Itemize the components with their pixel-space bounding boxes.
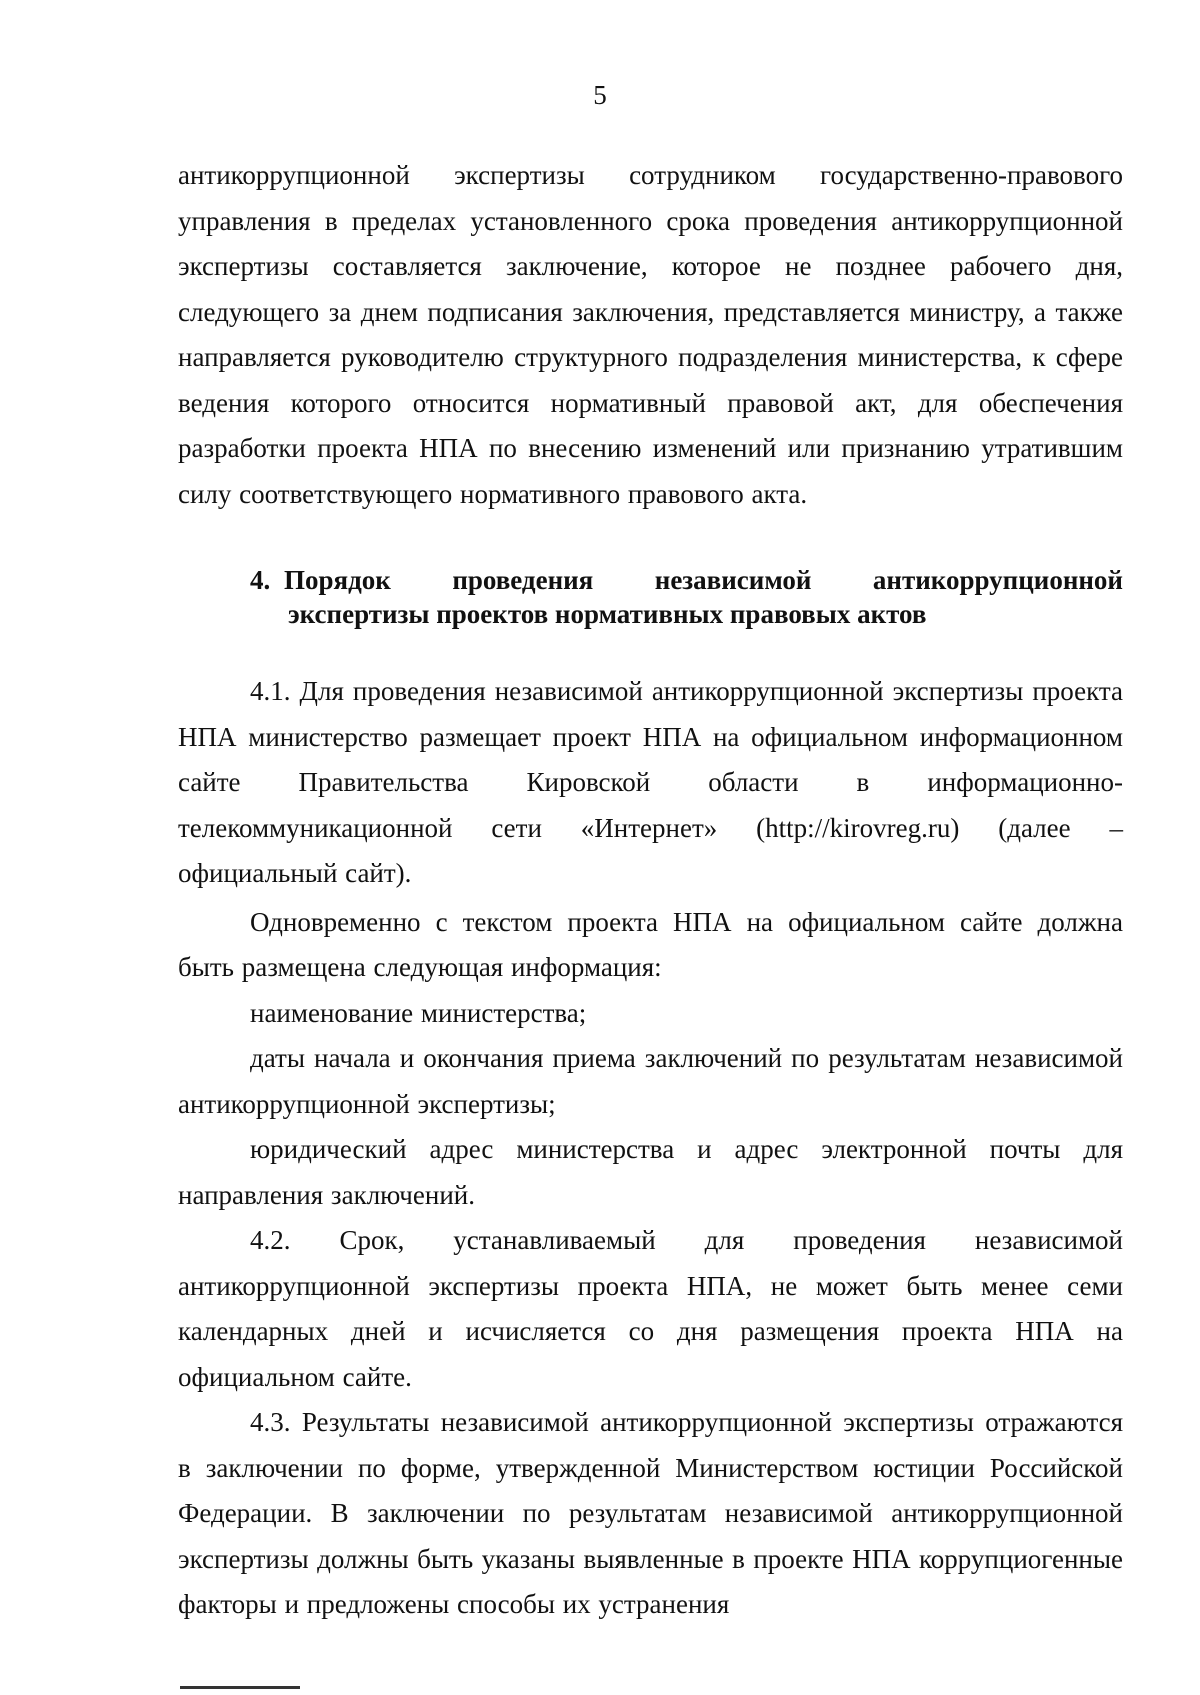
list-item-address: юридический адрес министерства и адрес электронной почты для направления заключений. [178, 1134, 1123, 1210]
section-heading [178, 563, 1123, 631]
paragraph-simultaneous: Одновременно с текстом проекта НПА на официальном сайте должна быть размещена следующая информация: [178, 906, 1123, 982]
section-number: 4. [250, 565, 271, 595]
paragraph-continuation: антикоррупционной экспертизы сотрудником государственно-правового управления в пределах установленного срока проведения антикоррупционной экспертизы составляется заключение, которое не позднее рабочего дня, следующего за днем подписания заключения, представляется министру, а также направляется руководителю структурного подразделения министерства, к сфере ведения которого относится нормативный правовой акт, для обеспечения разработки проекта НПА по внесению изменений или признанию утратившим силу соответствующего нормативного правового акта. [178, 160, 1123, 509]
section-heading-line1 [250, 563, 1123, 597]
page-number: 5 [593, 80, 607, 110]
footer-rule [180, 1686, 300, 1689]
document-body [178, 153, 1123, 1628]
section-title-line1: Порядок проведения независимой антикоррупционной [284, 565, 1123, 595]
paragraph-4-2: 4.2. Срок, устанавливаемый для проведения независимой антикоррупционной экспертизы проекта НПА, не может быть менее семи календарных дней и исчисляется со дня размещения проекта НПА на официальном сайте. [178, 1225, 1123, 1392]
paragraph-4-3: 4.3. Результаты независимой антикоррупционной экспертизы отражаются в заключении по форме, утвержденной Министерством юстиции Российской Федерации. В заключении по результатам независимой антикоррупционной экспертизы должны быть указаны выявленные в проекте НПА коррупциогенные факторы и предложены способы их устранения [178, 1407, 1123, 1619]
list-item-ministry-name: наименование министерства; [250, 997, 587, 1028]
list-item-dates: даты начала и окончания приема заключений по результатам независимой антикоррупционной экспертизы; [178, 1043, 1123, 1119]
paragraph-4-1: 4.1. Для проведения независимой антикоррупционной экспертизы проекта НПА министерство размещает проект НПА на официальном информационном сайте Правительства Кировской области в информационно-телекоммуникационной сети «Интернет» (http://kirovreg.ru) (далее – официальный сайт). [178, 676, 1123, 888]
section-title-line2: экспертизы проектов нормативных правовых актов [288, 599, 927, 629]
